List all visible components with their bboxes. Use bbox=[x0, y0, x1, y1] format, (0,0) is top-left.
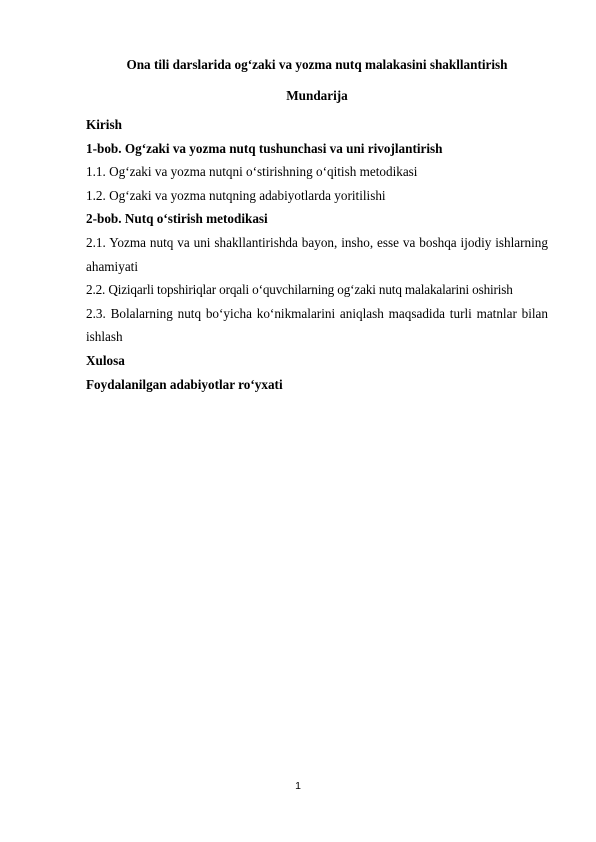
toc-entry-section-1-2: 1.2. Og‘zaki va yozma nutqning adabiyotlarda yoritilishi bbox=[86, 187, 386, 203]
toc-entry-chapter-2: 2-bob. Nutq o‘stirish metodikasi bbox=[86, 211, 268, 227]
toc-entry-section-2-3: 2.3. Bolalarning nutq bo‘yicha ko‘nikmalarini aniqlash maqsadida turli matnlar bilan ishlash bbox=[86, 305, 548, 345]
toc-heading: Mundarija bbox=[286, 88, 348, 103]
toc-entry-introduction: Kirish bbox=[86, 117, 122, 132]
toc-entry-conclusion: Xulosa bbox=[86, 352, 125, 368]
table-of-contents bbox=[86, 113, 548, 396]
document-title: Ona tili darslarida og‘zaki va yozma nutq malakasini shakllantirish bbox=[126, 57, 508, 72]
toc-entry-bibliography: Foydalanilgan adabiyotlar ro‘yxati bbox=[86, 376, 283, 392]
toc-entry-chapter-1: 1-bob. Og‘zaki va yozma nutq tushunchasi va uni rivojlantirish bbox=[86, 140, 443, 156]
toc-entry-section-2-1: 2.1. Yozma nutq va uni shakllantirishda bayon, insho, esse va boshqa ijodiy ishlarning ahamiyati bbox=[86, 234, 548, 274]
toc-entry-section-2-2: 2.2. Qiziqarli topshiriqlar orqali o‘quvchilarning og‘zaki nutq malakalarini oshirish bbox=[86, 282, 513, 298]
page-number: 1 bbox=[295, 780, 301, 792]
toc-entry-section-1-1: 1.1. Og‘zaki va yozma nutqni o‘stirishning o‘qitish metodikasi bbox=[86, 164, 418, 180]
